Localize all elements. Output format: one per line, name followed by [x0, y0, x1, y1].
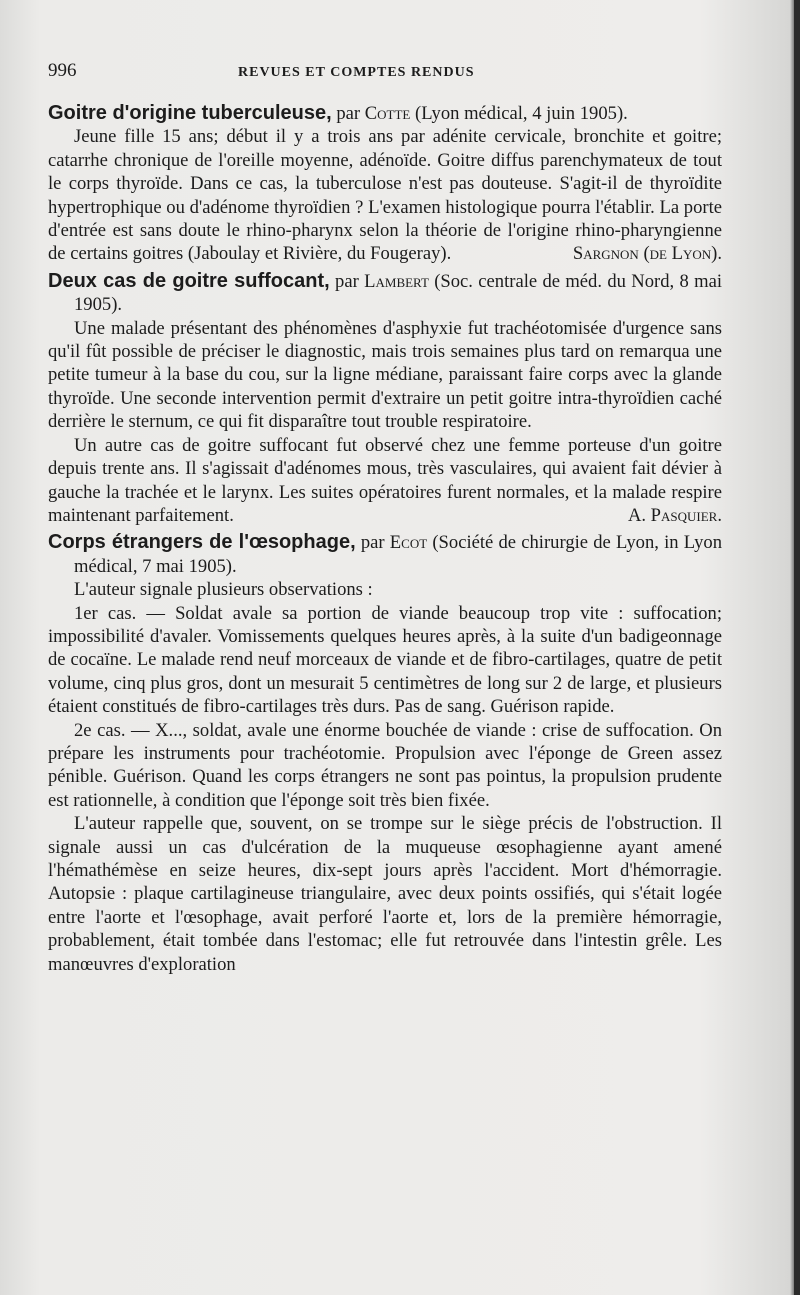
- article-by: par: [355, 532, 390, 554]
- article-reference: (Lyon médical, 4 juin 1905).: [410, 103, 628, 124]
- paragraph: Une malade présentant des phénomènes d'asphyxie fut trachéotomisée d'urgence sans qu'il fût possible de préciser le diagnostic, mais trois semaines plus tard on remarqua une petite tumeur à la base du cou, sur la ligne médiane, paraissant faire corps avec la glande thyroïde. Une seconde intervention permit d'extraire un petit goitre intra-thyroïdien caché derrière le sternum, ce qui fit disparaître tout trouble respiratoire.: [48, 317, 722, 433]
- paragraph: 2e cas. — X..., soldat, avale une énorme bouchée de viande : crise de suffocation. On prépare les instruments pour trachéotomie. Propulsion avec l'éponge de Green assez pénible. Guérison. Quand les corps étrangers ne sont pas pointus, la propulsion prudente est rationnelle, à condition que l'éponge soit très bien fixée.: [48, 719, 722, 811]
- article-heading: [48, 531, 722, 578]
- running-head: [48, 60, 722, 94]
- article-goitre-suffocant: [48, 270, 722, 527]
- article-title: Deux cas de goitre suffocant,: [48, 269, 330, 292]
- paragraph: L'auteur signale plusieurs observations :: [74, 579, 373, 601]
- article-author: Lambert: [364, 270, 429, 292]
- article-goitre-tuberculeuse: [48, 102, 722, 266]
- paragraph: L'auteur rappelle que, souvent, on se trompe sur le siège précis de l'obstruction. Il signale aussi un cas d'ulcération de la muqueuse œsophagienne ayant amené l'hémathémèse en seize heures, dix-sept jours après l'accident. Mort d'hémorragie. Autopsie : plaque cartilagineuse triangulaire, avec deux points ossifiés, qui s'était logée entre l'aorte et l'œsophage, avait perforé l'aorte et, lors de la première hémorragie, probablement, était tombée dans l'estomac; elle fut retrouvée dans l'intestin grêle. Les manœuvres d'exploration: [48, 813, 722, 975]
- article-author: Cotte: [364, 103, 411, 124]
- article-corps-etrangers: [48, 531, 722, 976]
- article-reference: (Société de chirurgie de Lyon, in Lyon médical, 7 mai 1905).: [74, 532, 722, 577]
- article-heading: [48, 102, 722, 125]
- signature: A. Pasquier.: [627, 504, 722, 526]
- signature: Sargnon (de Lyon).: [572, 243, 722, 265]
- page-number: 996: [48, 60, 77, 81]
- paragraph-text: Jeune fille 15 ans; début il y a trois ans par adénite cervicale, bronchite et goitre; catarrhe chronique de l'oreille moyenne, adénoïde. Goitre diffus parenchymateux de tout le corps thyroïde. Dans ce cas, la tuberculose n'est pas douteuse. S'agit-il de thyroïdite hypertrophique ou d'adénome thyroïdien ? L'examen histologique pourra l'établir. La porte d'entrée est sans doute le rhino-pharynx selon la théorie de l'origine rhino-pharyngienne de certains goitres (Jaboulay et Rivière, du Fougeray).: [48, 126, 722, 265]
- article-title: Goitre d'origine tuberculeuse,: [48, 102, 332, 124]
- article-by: par: [331, 103, 365, 124]
- article-title: Corps étrangers de l'œsophage,: [48, 531, 356, 554]
- book-spine-edge: [794, 0, 800, 1295]
- article-by: par: [329, 270, 365, 292]
- paragraph: 1er cas. — Soldat avale sa portion de viande beaucoup trop vite : suffocation; impossibilité d'avaler. Vomissements quelques heures après, à la suite d'un badigeonnage de cocaïne. Le malade rend neuf morceaux de viande et de fibro-cartilages, quatre de petit volume, cinq plus gros, dont un mesurait 5 centimètres de long sur 2 de large, et plusieurs étaient constitués de fibro-cartilages très durs. Pas de sang. Guérison rapide.: [48, 602, 722, 718]
- running-title: REVUES ET COMPTES RENDUS: [238, 65, 475, 80]
- article-heading: [48, 270, 722, 317]
- article-reference: (Soc. centrale de méd. du Nord, 8 mai 1905).: [74, 270, 722, 316]
- article-author: Ecot: [389, 532, 428, 554]
- paragraph: Un autre cas de goitre suffocant fut observé chez une femme porteuse d'un goitre depuis trente ans. Il s'agissait d'adénomes mous, très vasculaires, qui avaient fait dévier à gauche la trachée et le larynx. Les suites opératoires furent normales, et la malade respire maintenant parfaitement.: [48, 434, 722, 526]
